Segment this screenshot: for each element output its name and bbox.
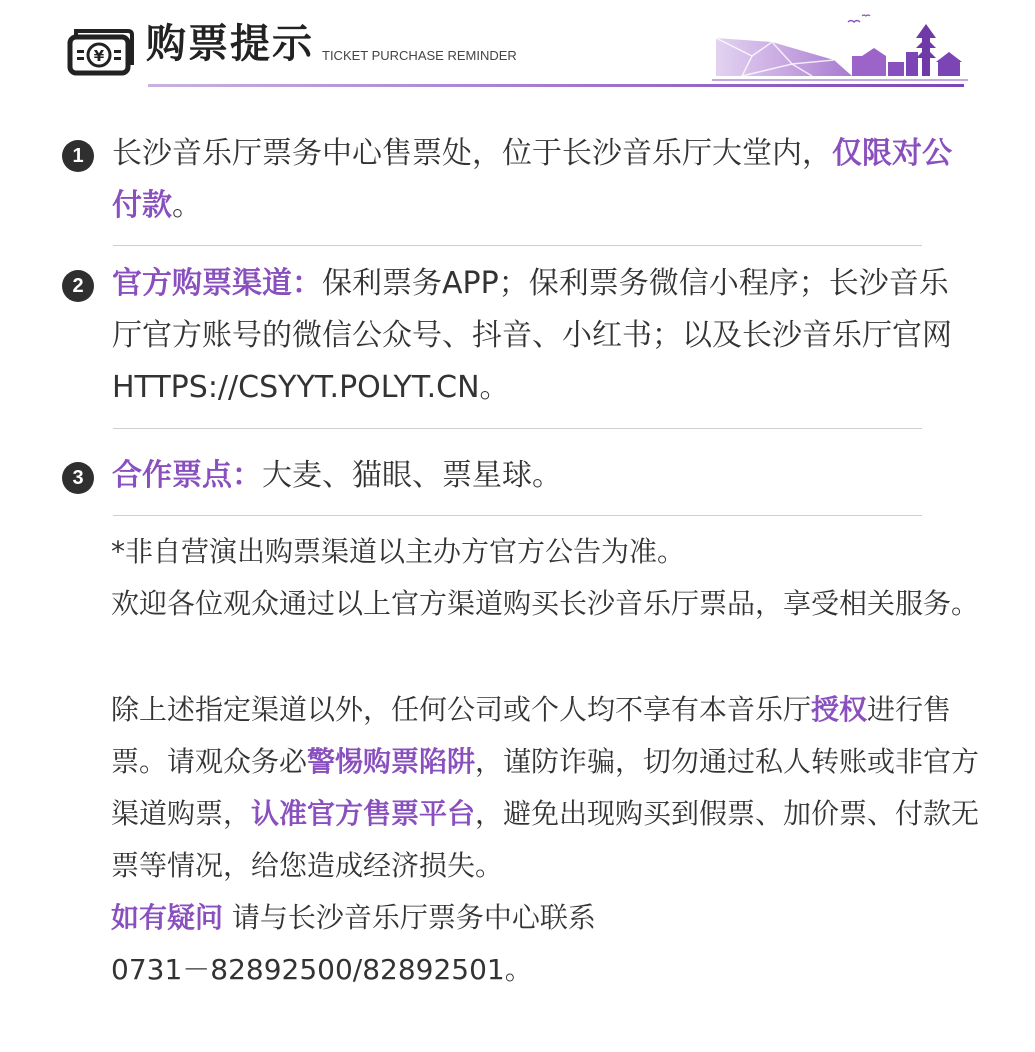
section-divider (113, 245, 922, 246)
item-text (112, 450, 967, 502)
item-highlight: 官方购票渠道： (112, 266, 322, 301)
contact-phone: 0731－82892500/82892501。 (111, 953, 533, 986)
page-title: 购票提示 (146, 21, 314, 67)
warning-part-4: ，避免出现购买到假票、加价票、付款无票等情况，给您造成经济损失。 (111, 797, 980, 882)
warning-highlight-3: 认准官方售票平台 (251, 797, 476, 830)
warning-highlight-2: 警惕购票陷阱 (307, 745, 476, 778)
item-text-end: 。 (172, 188, 202, 223)
welcome-text: 欢迎各位观众通过以上官方渠道购买长沙音乐厅票品，享受相关服务。 (111, 587, 980, 620)
contact-highlight: 如有疑问 (111, 901, 224, 934)
warning-highlight-1: 授权 (811, 693, 868, 726)
warning-text (111, 684, 981, 892)
city-skyline-icon (712, 12, 968, 88)
item-highlight: 仅限对公付款 (112, 136, 952, 223)
section-divider (113, 515, 922, 516)
ticket-yen-icon (66, 25, 134, 81)
number-badge: 2 (62, 270, 94, 302)
warning-part-3: ，谨防诈骗，切勿通过私人转账或非官方渠道购票， (111, 745, 980, 830)
page-header (0, 0, 1035, 100)
number-badge: 1 (62, 140, 94, 172)
number-badge: 3 (62, 462, 94, 494)
section-divider (113, 428, 922, 429)
item-text-plain: 长沙音乐厅票务中心售票处，位于长沙音乐厅大堂内， (112, 136, 832, 171)
disclaimer-text: *非自营演出购票渠道以主办方官方公告为准。 (111, 535, 686, 568)
item-text (112, 128, 967, 232)
item-text-plain: 大麦、猫眼、票星球。 (262, 458, 562, 493)
page-subtitle: TICKET PURCHASE REMINDER (322, 48, 517, 63)
item-highlight: 合作票点： (112, 458, 262, 493)
item-text (112, 258, 967, 414)
svg-text:¥: ¥ (93, 47, 105, 65)
warning-part-2: 进行售票。请观众务必 (111, 693, 952, 778)
contact-text (111, 892, 981, 944)
warning-part-1: 除上述指定渠道以外，任何公司或个人均不享有本音乐厅 (111, 693, 812, 726)
contact-plain: 请与长沙音乐厅票务中心联系 (223, 901, 596, 934)
item-text-plain: 保利票务APP；保利票务微信小程序；长沙音乐厅官方账号的微信公众号、抖音、小红书；以及长沙音乐厅官网HTTPS://CSYYT.POLYT.CN。 (112, 266, 952, 405)
